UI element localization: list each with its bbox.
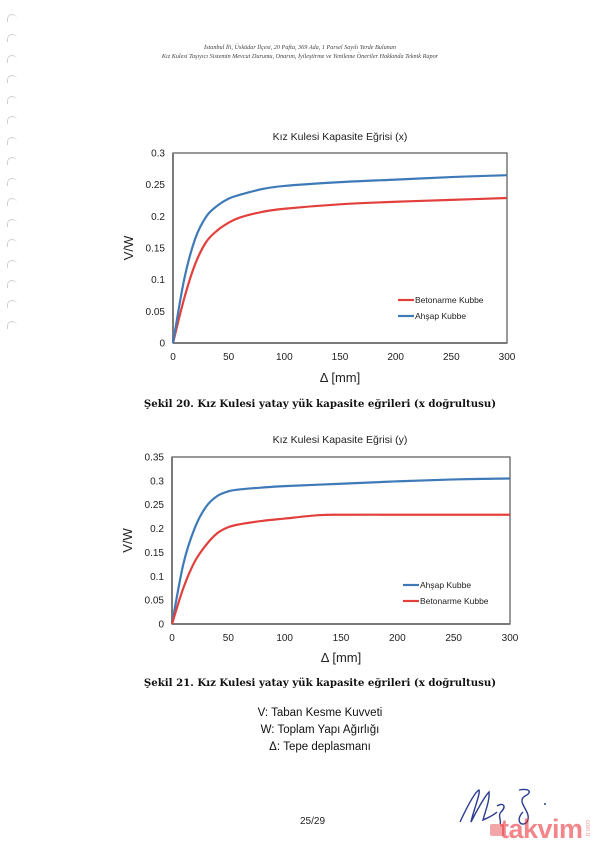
x-tick-label: 50 bbox=[222, 633, 234, 644]
y-tick-label: 0.1 bbox=[150, 571, 164, 583]
y-tick-label: 0.2 bbox=[151, 211, 165, 223]
x-tick-label: 200 bbox=[388, 633, 406, 644]
legend-label: Ahşap Kubbe bbox=[420, 580, 472, 590]
report-header-line2: Kız Kulesi Taşıyıcı Sistemin Mevcut Durumu, Onarım, İyileştirme ve Yenileme Öneriler Hakkında Teknik Rapor bbox=[161, 53, 439, 60]
x-tick-label: 250 bbox=[442, 352, 460, 363]
y-tick-label: 0.3 bbox=[151, 148, 165, 160]
y-axis-label: V/W bbox=[121, 235, 136, 261]
watermark-text: takvim bbox=[500, 814, 583, 844]
note-v: V: Taban Kesme Kuvveti bbox=[257, 707, 383, 719]
y-tick-label: 0.35 bbox=[144, 452, 164, 464]
x-tick-label: 100 bbox=[275, 352, 293, 363]
figure-caption-20: Şekil 20. Kız Kulesi yatay yük kapasite eğrileri (x doğrultusu) bbox=[143, 398, 497, 410]
x-tick-label: 100 bbox=[276, 633, 294, 644]
x-tick-label: 50 bbox=[223, 352, 235, 363]
x-axis-label: Δ [mm] bbox=[320, 650, 362, 665]
y-tick-label: 0.25 bbox=[144, 500, 164, 512]
x-axis-label: Δ [mm] bbox=[319, 370, 361, 385]
y-tick-label: 0.25 bbox=[145, 180, 165, 192]
figure-caption-21: Şekil 21. Kız Kulesi yatay yük kapasite eğrileri (x doğrultusu) bbox=[143, 677, 497, 689]
note-delta: Δ: Tepe deplasmanı bbox=[269, 741, 371, 753]
x-tick-label: 0 bbox=[170, 352, 176, 363]
watermark-suffix: com.tr bbox=[584, 820, 590, 837]
y-tick-label: 0 bbox=[159, 338, 165, 350]
variable-legend bbox=[0, 705, 600, 756]
chart-title-y: Kız Kulesi Kapasite Eğrisi (y) bbox=[272, 434, 408, 446]
y-tick-label: 0.15 bbox=[144, 547, 164, 559]
x-tick-label: 300 bbox=[498, 352, 516, 363]
y-tick-label: 0.2 bbox=[150, 524, 164, 536]
y-tick-label: 0.05 bbox=[145, 306, 165, 318]
x-tick-label: 200 bbox=[387, 352, 405, 363]
legend-label: Ahşap Kubbe bbox=[415, 311, 467, 321]
x-tick-label: 0 bbox=[169, 633, 175, 644]
y-tick-label: 0 bbox=[158, 619, 164, 631]
x-tick-label: 250 bbox=[445, 633, 463, 644]
page-number: 25/29 bbox=[300, 816, 326, 827]
chart-title-x: Kız Kulesi Kapasite Eğrisi (x) bbox=[272, 131, 408, 143]
report-header-line1: İstanbul İli, Üsküdar İlçesi, 20 Pafta, 369 Ada, 1 Parsel Sayılı Yerde Bulunan bbox=[204, 44, 396, 51]
takvim-watermark bbox=[490, 814, 590, 844]
y-tick-label: 0.3 bbox=[150, 476, 164, 488]
y-axis-label: V/W bbox=[120, 528, 135, 553]
legend-label: Betonarme Kubbe bbox=[415, 295, 484, 305]
note-w: W: Toplam Yapı Ağırlığı bbox=[260, 724, 380, 736]
x-tick-label: 300 bbox=[501, 633, 519, 644]
y-tick-label: 0.1 bbox=[151, 275, 165, 287]
y-tick-label: 0.15 bbox=[145, 243, 165, 255]
x-tick-label: 150 bbox=[331, 352, 349, 363]
x-tick-label: 150 bbox=[332, 633, 350, 644]
y-tick-label: 0.05 bbox=[144, 595, 164, 607]
legend-label: Betonarme Kubbe bbox=[420, 596, 489, 606]
